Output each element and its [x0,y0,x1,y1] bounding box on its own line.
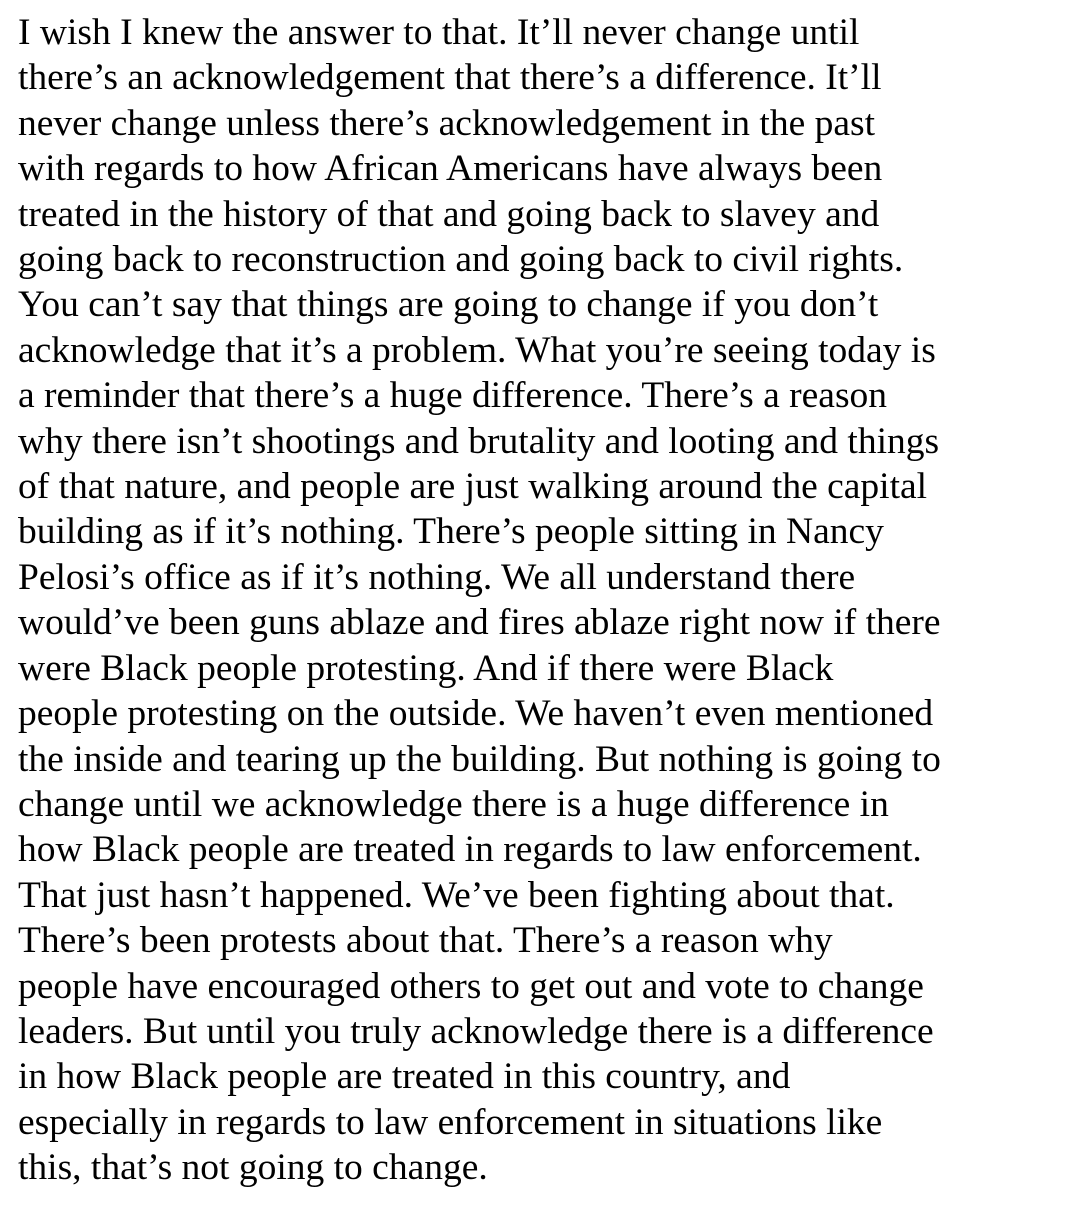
text-block [18,10,1068,1191]
text-line: I wish I knew the answer to that. It’ll never change until [18,12,860,53]
text-line: the inside and tearing up the building. But nothing is going to [18,738,941,780]
text-line: would’ve been guns ablaze and fires ablaze right now if there [18,602,941,644]
text-line: going back to reconstruction and going back to civil rights. [18,239,904,281]
text-line: people have encouraged others to get out and vote to change [18,965,924,1007]
text-line: leaders. But until you truly acknowledge there is a difference [18,1010,934,1052]
text-line: of that nature, and people are just walking around the capital [18,466,928,508]
text-line: there’s an acknowledgement that there’s a difference. It’ll [18,57,882,99]
text-line: Pelosi’s office as if it’s nothing. We all understand there [18,556,856,598]
text-line: acknowledge that it’s a problem. What you’re seeing today is [18,329,936,371]
text-line: That just hasn’t happened. We’ve been fighting about that. [18,874,895,916]
text-line: change until we acknowledge there is a huge difference in [18,783,889,825]
text-line: never change unless there’s acknowledgement in the past [18,102,875,144]
text-line: this, that’s not going to change. [18,1147,488,1189]
text-line: You can’t say that things are going to change if you don’t [18,284,879,326]
text-line: in how Black people are treated in this country, and [18,1056,791,1098]
text-line: treated in the history of that and going back to slavey and [18,193,880,235]
text-line: There’s been protests about that. There’s a reason why [18,920,833,962]
text-line: why there isn’t shootings and brutality and looting and things [18,420,940,462]
text-line: with regards to how African Americans have always been [18,148,883,190]
text-line: a reminder that there’s a huge difference. There’s a reason [18,375,888,417]
text-line: building as if it’s nothing. There’s people sitting in Nancy [18,511,884,553]
text-line: were Black people protesting. And if there were Black [18,647,834,689]
text-line: how Black people are treated in regards to law enforcement. [18,829,922,871]
text-line: people protesting on the outside. We haven’t even mentioned [18,693,934,735]
text-line: especially in regards to law enforcement in situations like [18,1101,883,1143]
